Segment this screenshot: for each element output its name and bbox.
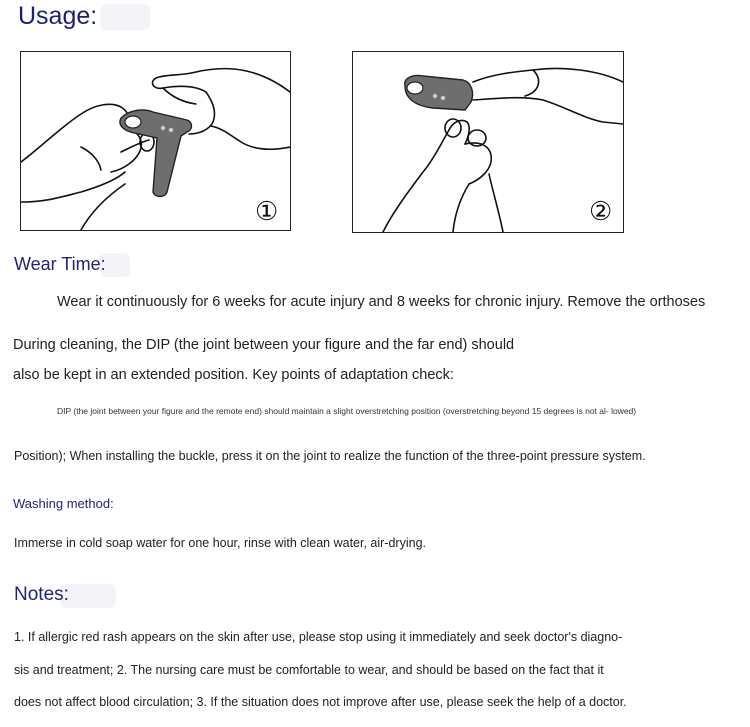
usage-heading: Usage: <box>18 2 98 30</box>
washing-method-heading: Washing method: <box>13 496 114 511</box>
notes-line-3: does not affect blood circulation; 3. If the situation does not improve after use, please seek the help of a doctor. <box>14 695 627 709</box>
wear-text-line-3: also be kept in an extended position. Key points of adaptation check: <box>13 367 454 383</box>
wear-text-line-4: Position); When installing the buckle, press it on the joint to realize the function of the three-point pressure system. <box>14 449 646 463</box>
step-number-2: ② <box>589 196 613 226</box>
usage-illustration-step-1 <box>20 51 291 231</box>
hand-splint-drawing <box>21 52 290 230</box>
wear-text-line-2: During cleaning, the DIP (the joint between your figure and the far end) should <box>13 337 515 353</box>
usage-illustration-step-2 <box>352 51 624 233</box>
notes-line-2: sis and treatment; 2. The nursing care must be comfortable to wear, and should be based on the fact that it <box>14 663 604 677</box>
notes-line-1: 1. If allergic red rash appears on the skin after use, please stop using it immediately and seek doctor's diagno- <box>14 630 623 644</box>
step-number-1: ① <box>255 196 279 226</box>
wear-small-note: DIP (the joint between your figure and the remote end) should maintain a slight overstretching position (overstretching beyond 15 degrees is not al- lowed) <box>57 406 637 416</box>
hand-splint-drawing <box>353 52 623 232</box>
wear-time-heading: Wear Time: <box>14 254 106 274</box>
background-patch <box>100 4 150 30</box>
notes-heading: Notes: <box>14 584 69 605</box>
wear-text-line-1: Wear it continuously for 6 weeks for acute injury and 8 weeks for chronic injury. Remove the orthoses <box>57 294 706 310</box>
washing-method-text: Immerse in cold soap water for one hour, rinse with clean water, air-drying. <box>14 536 426 550</box>
